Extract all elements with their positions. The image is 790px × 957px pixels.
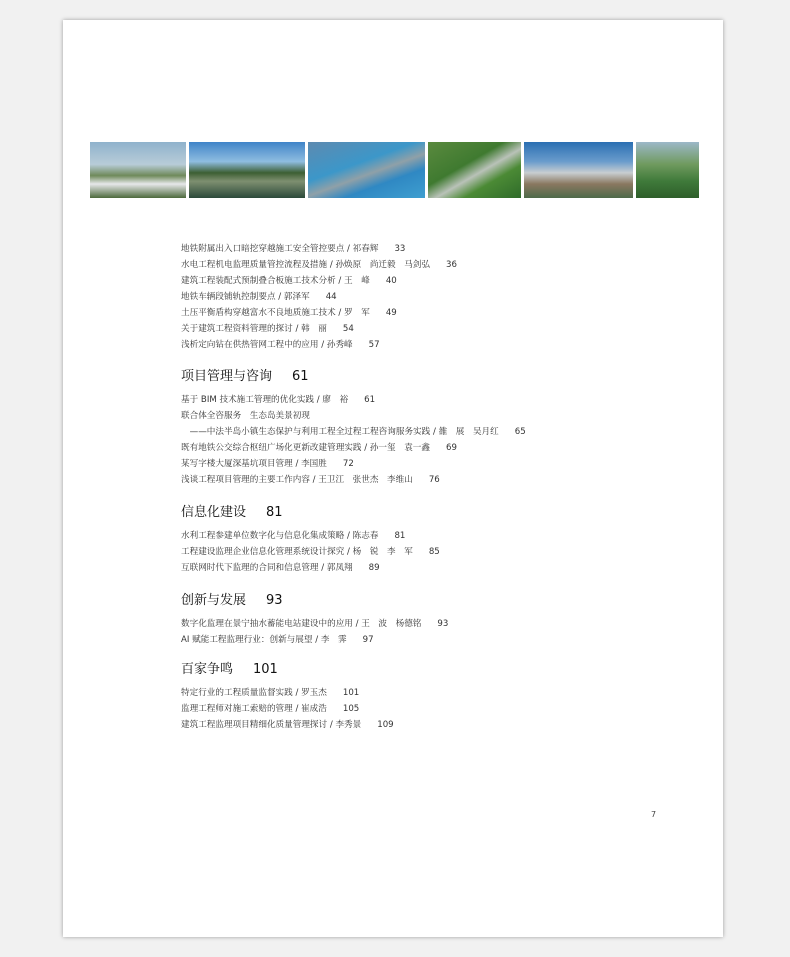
entry-page: 36 xyxy=(446,260,457,270)
toc-entry[interactable] xyxy=(181,440,701,456)
entry-title: 水利工程参建单位数字化与信息化集成策略 / 陈志春 xyxy=(181,531,379,541)
entry-title: 水电工程机电监理质量管控流程及措施 / 孙焕原 尚迁毅 马剑弘 xyxy=(181,260,430,270)
section-page: 93 xyxy=(266,593,283,608)
entry-page: 97 xyxy=(362,635,374,645)
section-title: 百家争鸣 xyxy=(181,662,234,677)
section-page: 81 xyxy=(266,505,283,520)
toc-entry[interactable] xyxy=(181,273,701,289)
entry-title: 数字化监理在景宁抽水蓄能电站建设中的应用 / 王 波 杨德铭 xyxy=(181,619,422,629)
entry-page: 72 xyxy=(342,459,354,469)
section-heading xyxy=(181,504,701,528)
entry-page: 61 xyxy=(364,395,376,405)
toc-entry[interactable] xyxy=(181,560,701,576)
entry-page: 65 xyxy=(514,427,526,437)
toc-entry[interactable] xyxy=(181,392,701,408)
entry-title: 特定行业的工程质量监督实践 / 罗玉杰 xyxy=(181,688,327,698)
toc-entry[interactable] xyxy=(181,337,701,353)
toc-entry[interactable] xyxy=(181,241,701,257)
photo-lake-building xyxy=(189,142,305,198)
entry-page: 40 xyxy=(385,276,397,286)
entry-page: 81 xyxy=(394,531,406,541)
entry-title: 关于建筑工程资料管理的探讨 / 韩 丽 xyxy=(181,324,327,334)
entry-page: 76 xyxy=(428,475,440,485)
entry-title: 既有地铁公交综合枢纽广场化更新改建管理实践 / 孙一玺 袁一鑫 xyxy=(181,443,430,453)
entry-title: 某写字楼大厦深基坑项目管理 / 李国胜 xyxy=(181,459,327,469)
entry-title: 浅析定向钻在供热管网工程中的应用 / 孙秀峰 xyxy=(181,340,353,350)
page-number: 7 xyxy=(651,810,657,819)
section-title: 项目管理与咨询 xyxy=(181,369,273,384)
toc-entry[interactable] xyxy=(181,408,701,424)
toc-entry[interactable] xyxy=(181,456,701,472)
section-heading xyxy=(181,592,701,616)
toc-entry[interactable] xyxy=(181,321,701,337)
toc-entry[interactable] xyxy=(181,685,701,701)
entry-page: 93 xyxy=(437,619,449,629)
toc-section xyxy=(181,241,701,353)
toc-section xyxy=(181,661,701,733)
entry-title: 基于 BIM 技术施工管理的优化实践 / 廖 裕 xyxy=(181,395,349,405)
entry-page: 57 xyxy=(368,340,380,350)
entry-title: 土压平衡盾构穿越富水不良地质施工技术 / 罗 军 xyxy=(181,308,370,318)
toc-entry[interactable] xyxy=(181,632,701,648)
photo-bridge xyxy=(308,142,425,198)
section-title: 信息化建设 xyxy=(181,505,247,520)
toc-section xyxy=(181,592,701,648)
photo-interchange xyxy=(636,142,699,198)
toc-entry[interactable] xyxy=(181,528,701,544)
photo-city-complex xyxy=(524,142,633,198)
entry-title: 地铁车辆段铺轨控制要点 / 郭泽军 xyxy=(181,292,310,302)
entry-page: 105 xyxy=(342,704,360,714)
entry-page: 85 xyxy=(428,547,440,557)
toc-entry[interactable] xyxy=(181,289,701,305)
entry-title: 监理工程师对施工索赔的管理 / 崔成浩 xyxy=(181,704,327,714)
entry-page: 33 xyxy=(394,244,406,254)
entry-page: 44 xyxy=(325,292,337,302)
entry-title: 联合体全咨服务 生态岛美景初现 xyxy=(181,411,310,421)
entry-page: 89 xyxy=(368,563,380,573)
photo-highway xyxy=(428,142,521,198)
toc-entry[interactable] xyxy=(181,257,701,273)
entry-title: 建筑工程监理项目精细化质量管理探讨 / 李秀景 xyxy=(181,720,362,730)
entry-title: ——中法半岛小镇生态保护与利用工程全过程工程咨询服务实践 / 雒 展 吴月红 xyxy=(181,427,499,437)
toc-entry[interactable] xyxy=(181,472,701,488)
toc-section xyxy=(181,504,701,576)
section-heading xyxy=(181,368,701,392)
entry-page: 69 xyxy=(446,443,457,453)
section-page: 61 xyxy=(292,369,309,384)
toc-entry[interactable] xyxy=(181,616,701,632)
toc-entry[interactable] xyxy=(181,701,701,717)
toc-section xyxy=(181,368,701,488)
photo-stadium xyxy=(90,142,186,198)
toc-entry[interactable] xyxy=(181,424,701,440)
section-title: 创新与发展 xyxy=(181,593,247,608)
entry-title: 浅谈工程项目管理的主要工作内容 / 王卫江 张世杰 李维山 xyxy=(181,475,413,485)
entry-title: 地铁附属出入口暗挖穿越施工安全管控要点 / 祁春辉 xyxy=(181,244,379,254)
entry-page: 54 xyxy=(342,324,354,334)
entry-title: AI 赋能工程监理行业：创新与展望 / 李 霁 xyxy=(181,635,347,645)
toc-entry[interactable] xyxy=(181,717,701,733)
entry-page: 49 xyxy=(385,308,397,318)
section-heading xyxy=(181,661,701,685)
entry-title: 互联网时代下监理的合同和信息管理 / 郭凤翔 xyxy=(181,563,353,573)
toc-entry[interactable] xyxy=(181,544,701,560)
entry-title: 工程建设监理企业信息化管理系统设计探究 / 杨 锐 李 军 xyxy=(181,547,413,557)
entry-page: 101 xyxy=(342,688,360,698)
entry-page: 109 xyxy=(377,720,394,730)
section-page: 101 xyxy=(253,662,278,677)
entry-title: 建筑工程装配式预制叠合板施工技术分析 / 王 峰 xyxy=(181,276,370,286)
toc-entry[interactable] xyxy=(181,305,701,321)
